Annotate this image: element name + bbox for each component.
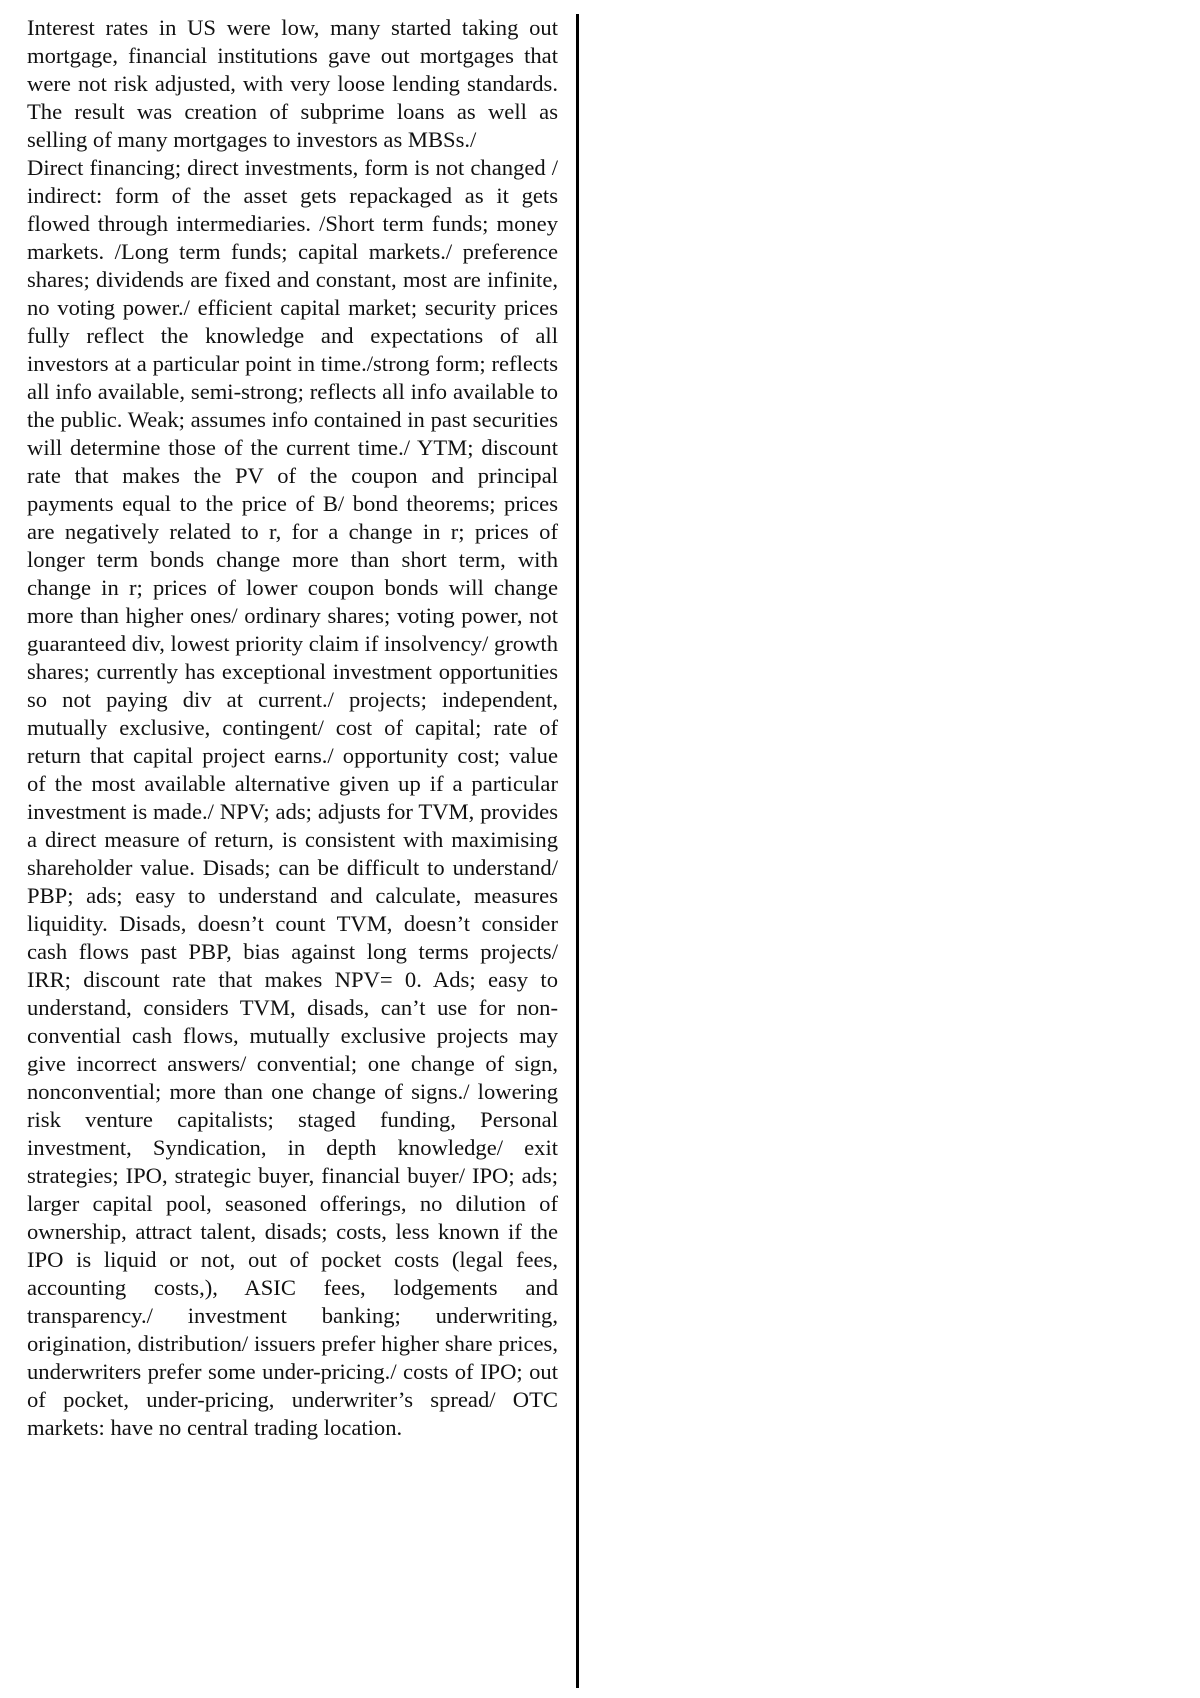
paragraph-subprime-crisis: Interest rates in US were low, many started taking out mortgage, financial institutions gave out mortgages that were not risk adjusted, with very loose lending standards. The result was creation of subprime loans as well as selling of many mortgages to investors as MBSs./ [27, 15, 558, 152]
column-divider-line [576, 14, 579, 1688]
paragraph-finance-notes: Direct financing; direct investments, form is not changed / indirect: form of the asset gets repackaged as it gets flowed through intermediaries. /Short term funds; money markets. /Long term funds; capital markets./ preference shares; dividends are fixed and constant, most are infinite, no voting power./ efficient capital market; security prices fully reflect the knowledge and expectations of all investors at a particular point in time./strong form; reflects all info available, semi-strong; reflects all info available to the public. Weak; assumes info contained in past securities will determine those of the current time./ YTM; discount rate that makes the PV of the coupon and principal payments equal to the price of B/ bond theorems; prices are negatively related to r, for a change in r; prices of longer term bonds change more than short term, with change in r; prices of lower coupon bonds will change more than higher ones/ ordinary shares; voting power, not guaranteed div, lowest priority claim if insolvency/ growth shares; currently has exceptional investment opportunities so not paying div at current./ projects; independent, mutually exclusive, contingent/ cost of capital; rate of return that capital project earns./ opportunity cost; value of the most available alternative given up if a particular investment is made./ NPV; ads; adjusts for TVM, provides a direct measure of return, is consistent with maximising shareholder value. Disads; can be difficult to understand/ PBP; ads; easy to understand and calculate, measures liquidity. Disads, doesn’t count TVM, doesn’t consider cash flows past PBP, bias against long terms projects/ IRR; discount rate that makes NPV= 0. Ads; easy to understand, considers TVM, disads, can’t use for non-convential cash flows, mutually exclusive projects may give incorrect answers/ convential; one change of sign, nonconvential; more than one change of signs./ lowering risk venture capitalists; staged funding, Personal investment, Syndication, in depth knowledge/ exit strategies; IPO, strategic buyer, financial buyer/ IPO; ads; larger capital pool, seasoned offerings, no dilution of ownership, attract talent, disads; costs, less known if the IPO is liquid or not, out of pocket costs (legal fees, accounting costs,), ASIC fees, lodgements and transparency./ investment banking; underwriting, origination, distribution/ issuers prefer higher share prices, underwriters prefer some under-pricing./ costs of IPO; out of pocket, under-pricing, underwriter’s spread/ OTC markets: have no central trading location. [27, 155, 558, 1440]
notes-text-column [27, 14, 558, 1442]
